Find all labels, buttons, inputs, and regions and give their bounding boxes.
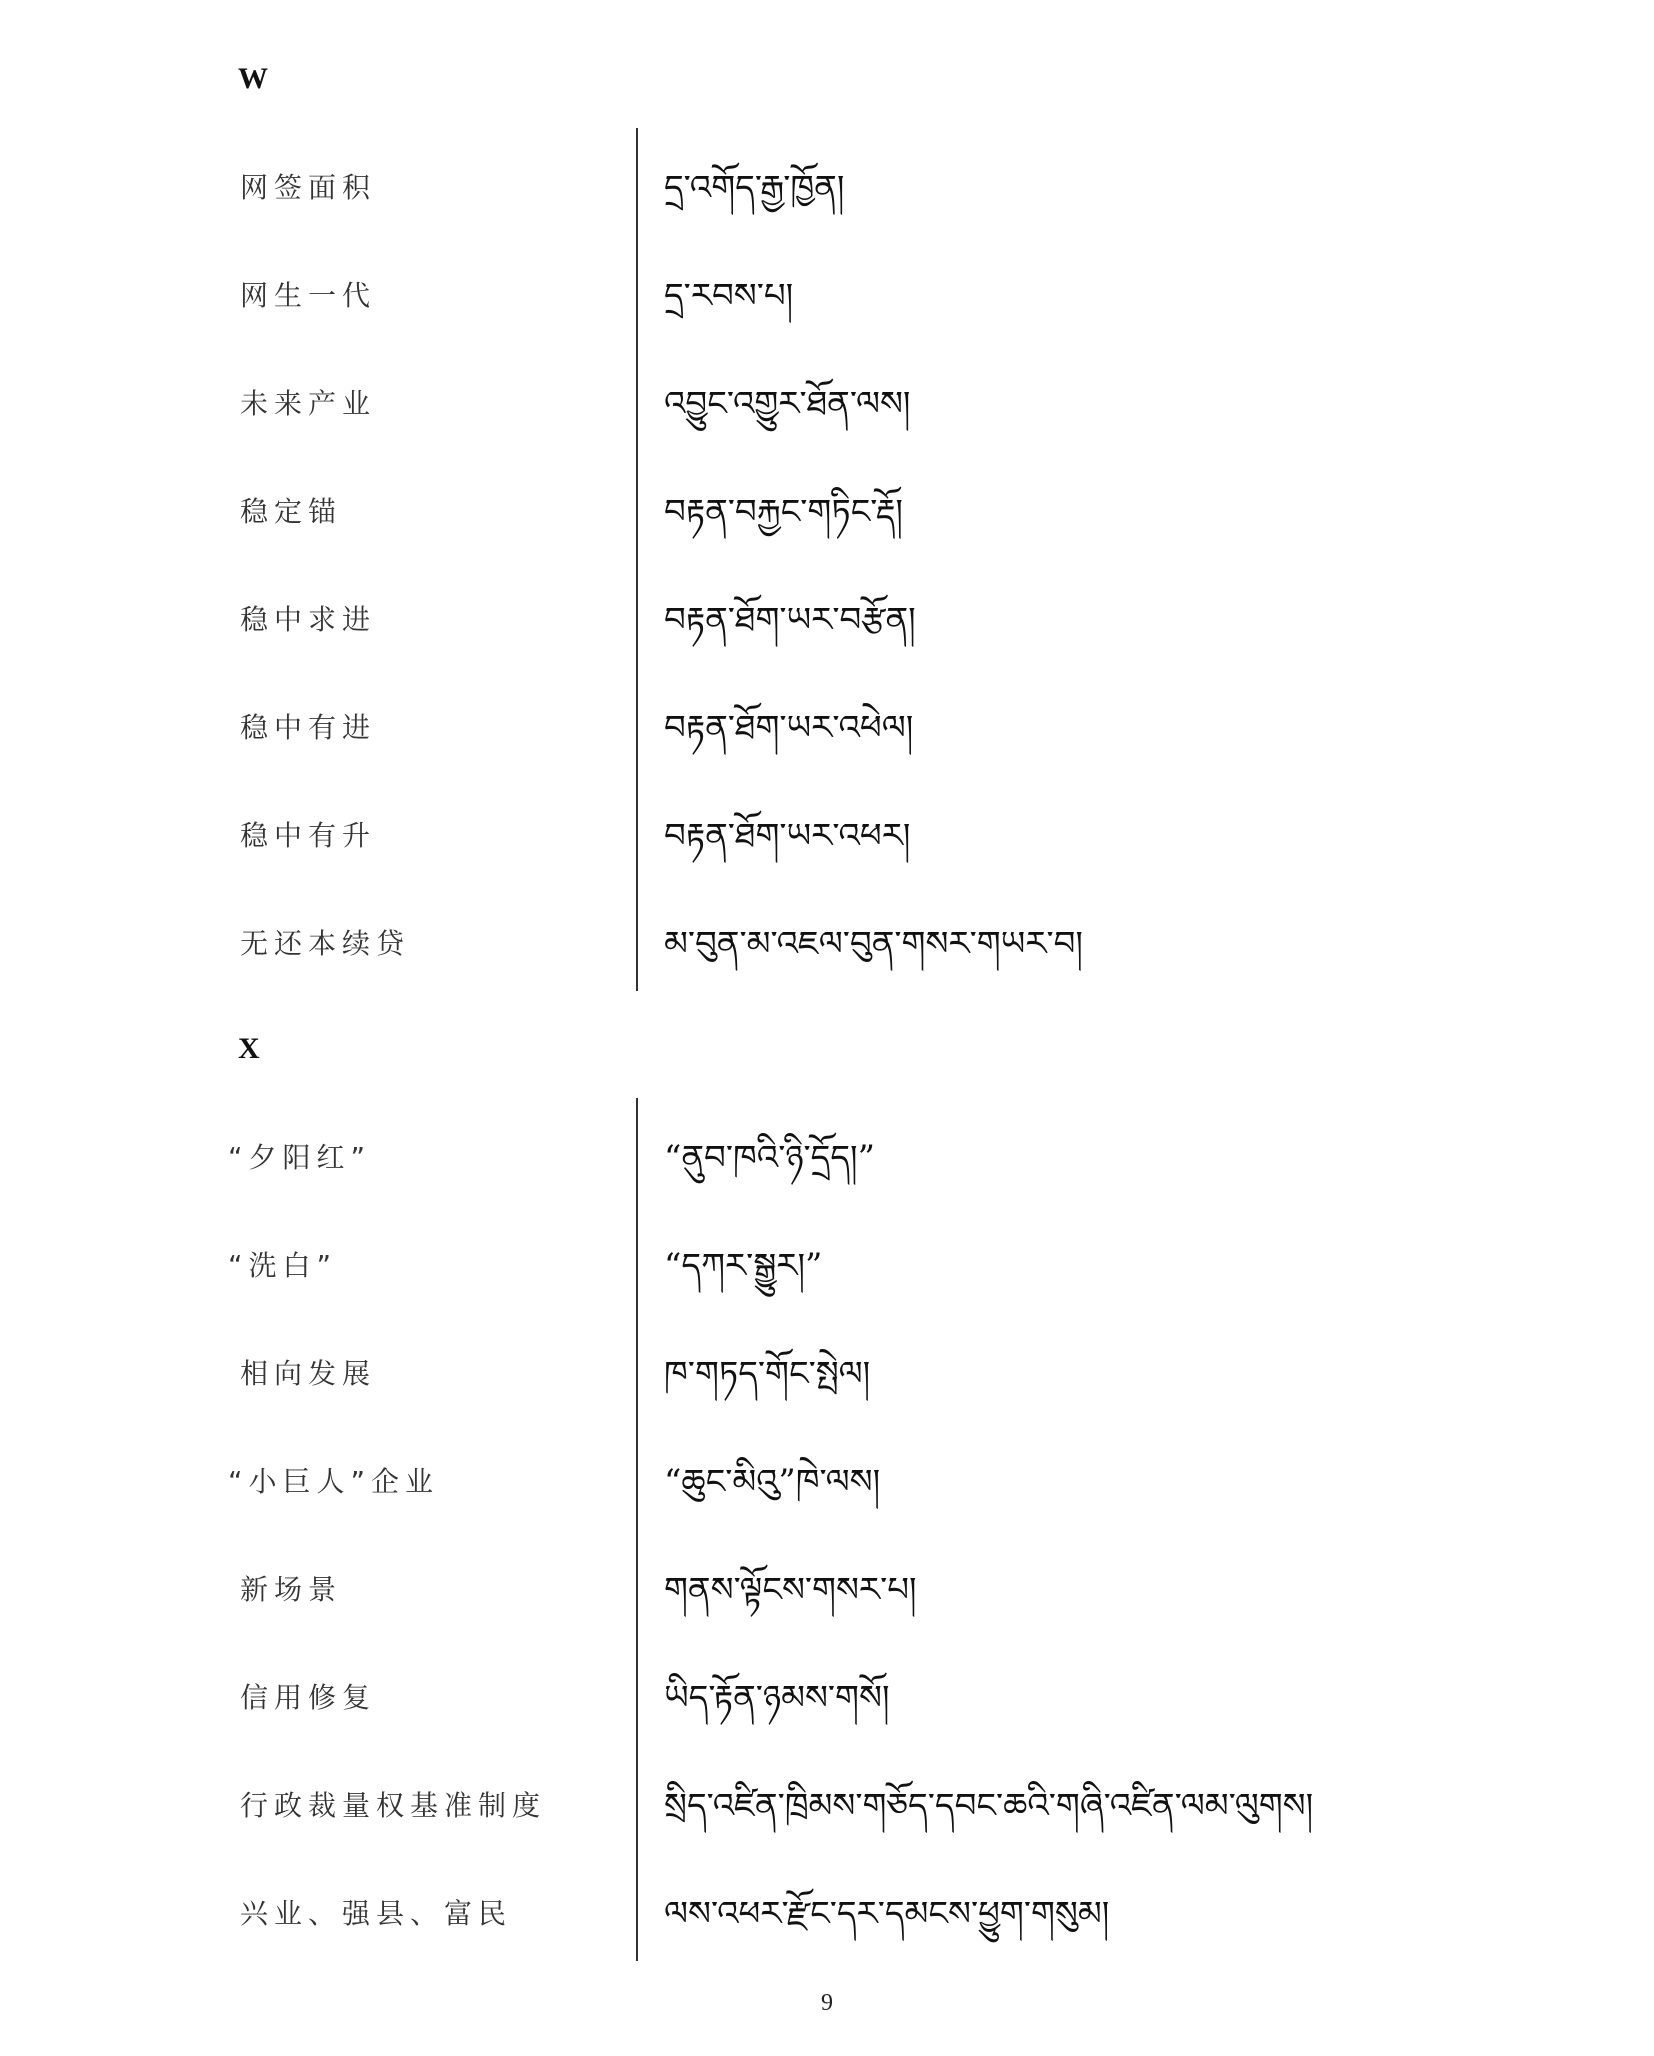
chinese-term: 稳中有进 [240,711,377,744]
tibetan-term: བརྟན་ཐོག་ཡར་འཕར། [664,816,911,856]
section-letter-w: W [238,62,268,95]
chinese-term: 稳定锚 [240,495,343,528]
tibetan-term: དྲ་རབས་པ། [664,276,794,316]
glossary-entry [0,1776,1654,1836]
tibetan-term: དྲ་འགོད་རྒྱ་ཁྱོན། [664,168,845,208]
glossary-entry [0,1452,1654,1512]
glossary-entry [0,914,1654,974]
glossary-entry [0,1884,1654,1944]
glossary-entry [0,374,1654,434]
tibetan-term: འབྱུང་འགྱུར་ཐོན་ལས། [664,384,911,424]
glossary-entry [0,590,1654,650]
chinese-term: 信用修复 [240,1681,377,1714]
tibetan-term: “དཀར་སྒྱུར།” [664,1246,823,1286]
section-letter-x: X [238,1032,260,1065]
glossary-entry [0,1236,1654,1296]
chinese-term: 新场景 [240,1573,343,1606]
tibetan-term: “ནུབ་ཁའི་ཉི་དྲོད།” [664,1138,875,1178]
chinese-term: 未来产业 [240,387,377,420]
chinese-term: 行政裁量权基准制度 [240,1789,547,1822]
tibetan-term: བརྟན་ཐོག་ཡར་བརྩོན། [664,600,916,640]
tibetan-term: ཡིད་རྟོན་ཉམས་གསོ། [664,1678,890,1718]
glossary-entry [0,698,1654,758]
chinese-term: “小巨人”企业 [228,1465,440,1498]
tibetan-term: བརྟན་ཐོག་ཡར་འཕེལ། [664,708,914,748]
glossary-entry [0,158,1654,218]
chinese-term: 相向发展 [240,1357,377,1390]
page-number: 9 [821,1990,833,2016]
glossary-entry [0,266,1654,326]
tibetan-term: ལས་འཕར་རྫོང་དར་དམངས་ཕྱུག་གསུམ། [664,1894,1110,1934]
chinese-term: “洗白” [228,1249,338,1282]
tibetan-term: ཁ་གཏད་གོང་སྤེལ། [664,1354,871,1394]
glossary-entry [0,1128,1654,1188]
glossary-entry [0,806,1654,866]
chinese-term: 稳中求进 [240,603,377,636]
chinese-term: 网签面积 [240,171,377,204]
glossary-entry [0,1560,1654,1620]
tibetan-term: མ་བུན་མ་འཇལ་བུན་གསར་གཡར་བ། [664,924,1083,964]
tibetan-term: བརྟན་བརྐྱང་གཏིང་རྡོ། [664,492,903,532]
glossary-entry [0,1668,1654,1728]
chinese-term: 稳中有升 [240,819,377,852]
chinese-term: 兴业、强县、富民 [240,1897,513,1930]
chinese-term: “夕阳红” [228,1141,372,1174]
chinese-term: 网生一代 [240,279,377,312]
glossary-entry [0,482,1654,542]
chinese-term: 无还本续贷 [240,927,411,960]
tibetan-term: སྲིད་འཛིན་ཁྲིམས་གཅོད་དབང་ཆའི་གཞི་འཛིན་ལམ་ལུགས། [664,1786,1314,1826]
tibetan-term: གནས་ལྟོངས་གསར་པ། [664,1570,917,1610]
glossary-entry [0,1344,1654,1404]
tibetan-term: “ཆུང་མིའུ”ཁེ་ལས། [664,1462,881,1502]
